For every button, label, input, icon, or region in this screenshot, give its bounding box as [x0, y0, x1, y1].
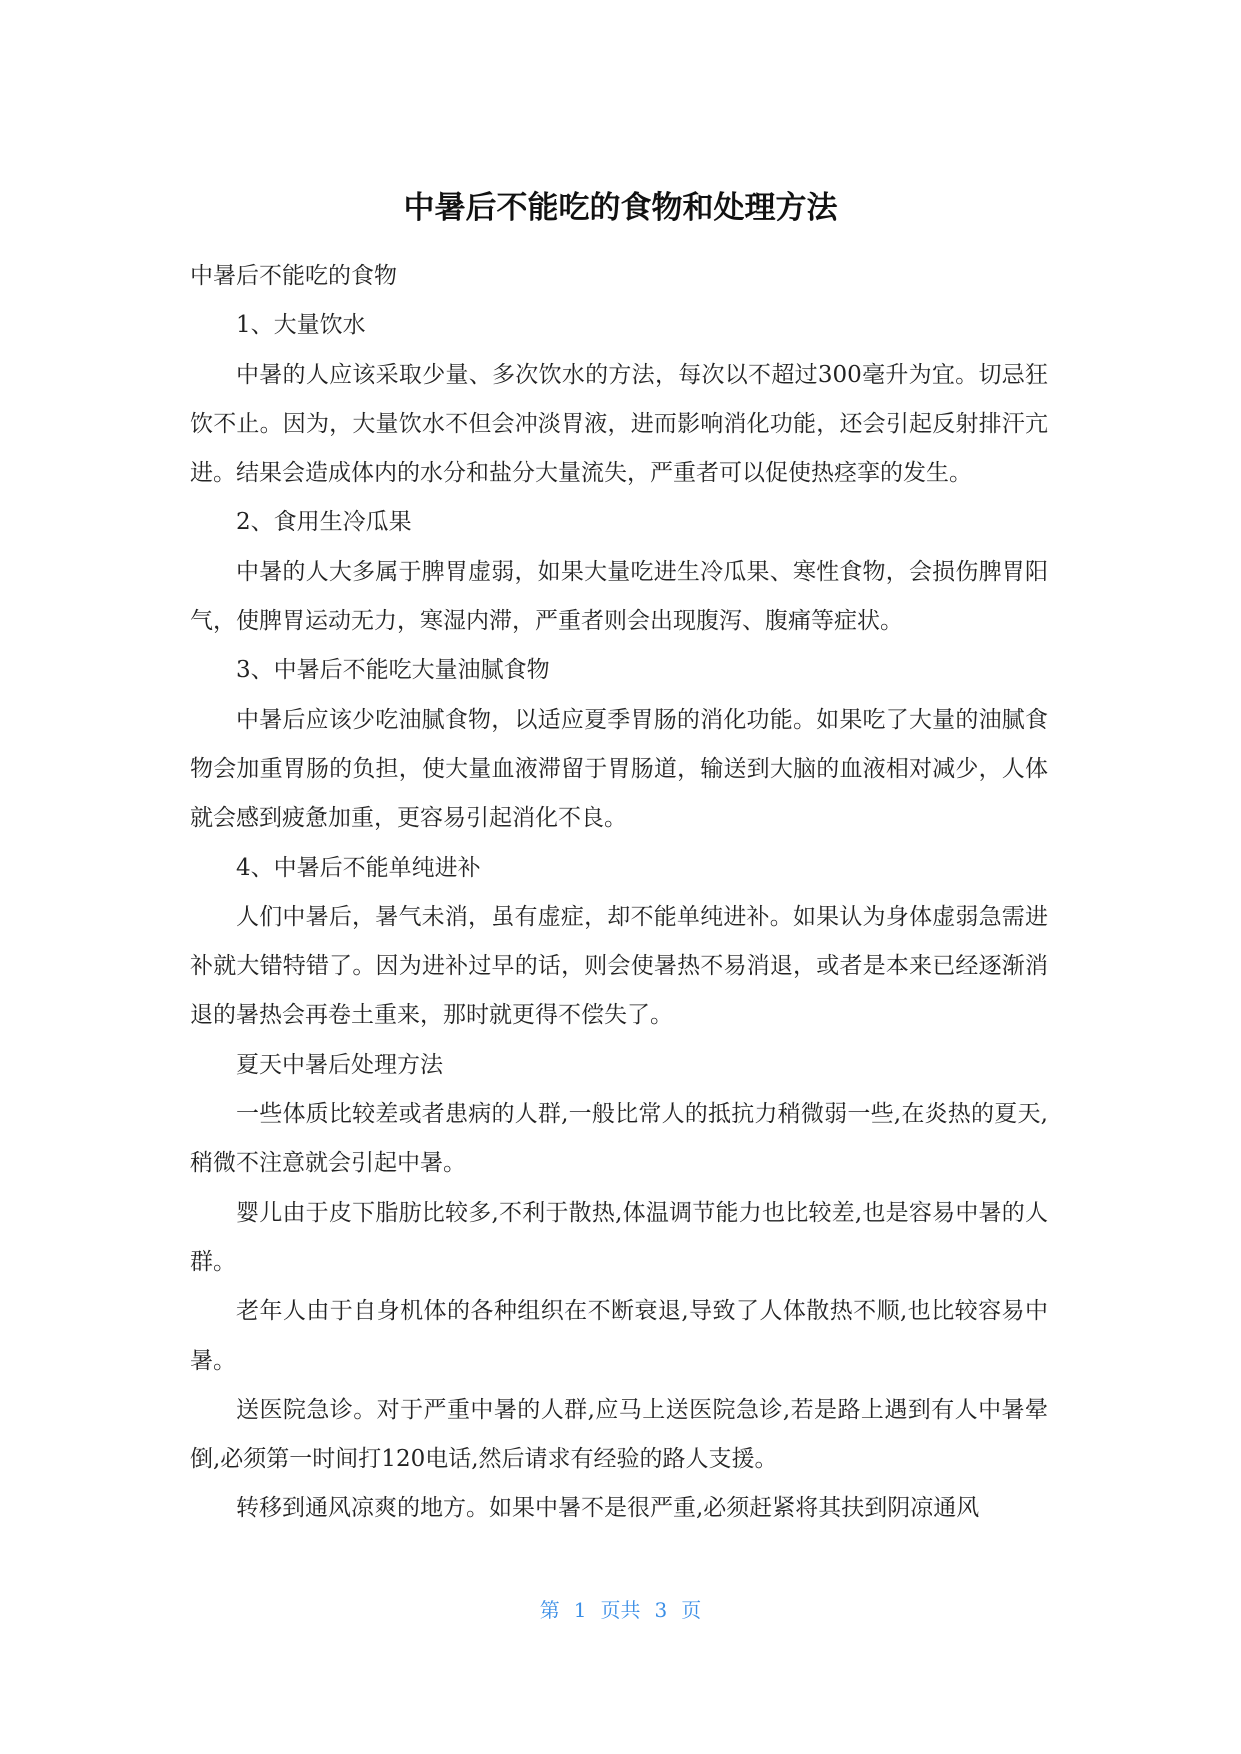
item-heading-2: 2、食用生冷瓜果: [236, 509, 412, 536]
page-footer: [0, 1596, 1241, 1624]
footer-middle: 页共: [600, 1598, 641, 1622]
item-heading-1: 1、大量饮水: [236, 312, 366, 339]
document-body: [190, 252, 1048, 1534]
footer-current-page: 1: [573, 1598, 587, 1622]
paragraph: 婴儿由于皮下脂肪比较多,不利于散热,体温调节能力也比较差,也是容易中暑的人群。: [190, 1199, 1048, 1275]
footer-suffix: 页: [681, 1598, 702, 1622]
paragraph: 转移到通风凉爽的地方。如果中暑不是很严重,必须赶紧将其扶到阴凉通风: [236, 1495, 980, 1522]
paragraph: 人们中暑后，暑气未消，虽有虚症，却不能单纯进补。如果认为身体虚弱急需进补就大错特错了。因为进补过早的话，则会使暑热不易消退，或者是本来已经逐渐消退的暑热会再卷土重来，那时就更得不偿失了。: [190, 903, 1048, 1029]
footer-prefix: 第: [539, 1598, 560, 1622]
paragraph: 中暑的人应该采取少量、多次饮水的方法，每次以不超过300毫升为宜。切忌狂饮不止。因为，大量饮水不但会冲淡胃液，进而影响消化功能，还会引起反射排汗亢进。结果会造成体内的水分和盐分大量流失，严重者可以促使热痉挛的发生。: [190, 361, 1048, 487]
paragraph: 一些体质比较差或者患病的人群,一般比常人的抵抗力稍微弱一些,在炎热的夏天,稍微不注意就会引起中暑。: [190, 1101, 1048, 1177]
item-heading-4: 4、中暑后不能单纯进补: [236, 854, 481, 881]
paragraph: 中暑的人大多属于脾胃虚弱，如果大量吃进生冷瓜果、寒性食物，会损伤脾胃阳气，使脾胃运动无力，寒湿内滞，严重者则会出现腹泻、腹痛等症状。: [190, 558, 1048, 635]
paragraph: 送医院急诊。对于严重中暑的人群,应马上送医院急诊,若是路上遇到有人中暑晕倒,必须第一时间打120电话,然后请求有经验的路人支援。: [190, 1396, 1048, 1473]
paragraph: 老年人由于自身机体的各种组织在不断衰退,导致了人体散热不顺,也比较容易中暑。: [190, 1298, 1048, 1374]
item-heading-3: 3、中暑后不能吃大量油腻食物: [236, 657, 550, 684]
document-title: 中暑后不能吃的食物和处理方法: [403, 190, 838, 226]
section-heading-foods: 中暑后不能吃的食物: [190, 263, 397, 289]
footer-total-pages: 3: [654, 1598, 668, 1622]
section-heading-treatment: 夏天中暑后处理方法: [236, 1051, 443, 1078]
paragraph: 中暑后应该少吃油腻食物，以适应夏季胃肠的消化功能。如果吃了大量的油腻食物会加重胃肠的负担，使大量血液滞留于胃肠道，输送到大脑的血液相对减少，人体就会感到疲惫加重，更容易引起消化不良。: [190, 706, 1048, 832]
